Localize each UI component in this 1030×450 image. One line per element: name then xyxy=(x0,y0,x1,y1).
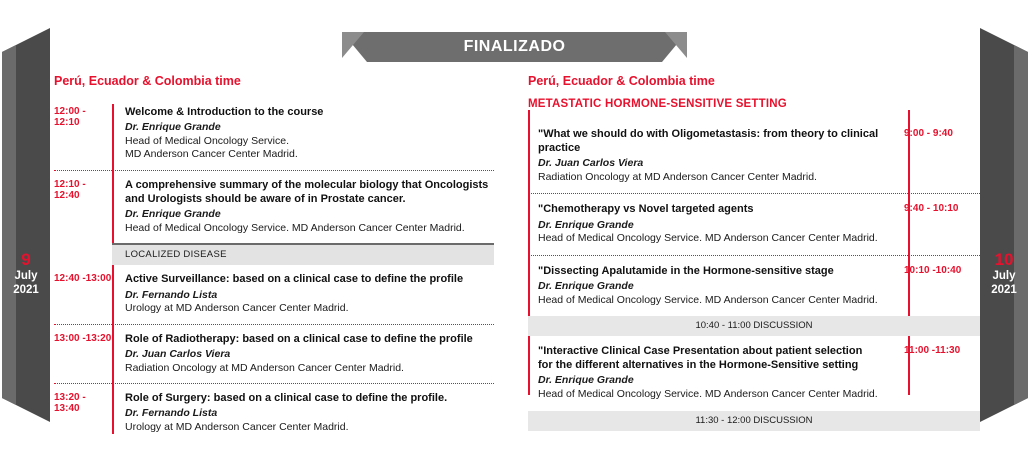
session-item[interactable] xyxy=(54,384,494,442)
session-title: "What we should do with Oligometastasis: from theory to clinical practice xyxy=(538,128,879,155)
date-tab-left-text xyxy=(2,250,50,297)
date-tab-left xyxy=(2,28,50,422)
session-time: 10:10 -10:40 xyxy=(904,264,962,276)
session-time: 12:40 -13:00 xyxy=(54,273,112,285)
session-speaker: Dr. Enrique Grande xyxy=(538,374,634,387)
session-title-2: and Urologists should be aware of in Prostate cancer. xyxy=(125,193,406,206)
session-item[interactable] xyxy=(54,98,494,171)
session-affiliation: Head of Medical Oncology Service. MD Anderson Cancer Center Madrid. xyxy=(538,293,878,306)
agenda-day-9 xyxy=(54,74,494,443)
session-speaker: Dr. Juan Carlos Viera xyxy=(125,347,231,360)
discussion-band-2: 11:30 - 12:00 DISCUSSION xyxy=(528,411,980,431)
session-time: 12:00 - 12:10 xyxy=(54,106,86,128)
session-title: A comprehensive summary of the molecular biology that Oncologists xyxy=(125,179,489,191)
session-item[interactable] xyxy=(54,265,494,324)
session-speaker: Dr. Enrique Grande xyxy=(538,279,634,292)
session-title: Role of Surgery: based on a clinical case to define the profile. xyxy=(125,392,448,405)
session-speaker: Dr. Enrique Grande xyxy=(125,208,221,221)
session-time: 9:00 - 9:40 xyxy=(904,128,953,139)
session-time: 13:00 -13:20 xyxy=(54,332,112,344)
session-item[interactable] xyxy=(528,256,980,316)
session-title: "Chemotherapy vs Novel targeted agents xyxy=(538,203,754,216)
date-tab-right-month: July xyxy=(992,270,1016,283)
session-body xyxy=(528,202,896,245)
agenda-day-10 xyxy=(528,74,980,431)
session-item[interactable] xyxy=(54,171,494,243)
session-affiliation: Urology at MD Anderson Cancer Center Madrid. xyxy=(125,302,349,315)
status-banner-label: FINALIZADO xyxy=(463,38,566,55)
date-tab-left-shape xyxy=(2,28,50,422)
left-timezone-header: Perú, Ecuador & Colombia time xyxy=(54,74,241,88)
session-affiliation: Head of Medical Oncology Service. MD Anderson Cancer Center Madrid. xyxy=(125,221,465,234)
discussion-band-1: 10:40 - 11:00 DISCUSSION xyxy=(528,316,980,336)
session-affiliation: Radiation Oncology at MD Anderson Cancer Center Madrid. xyxy=(125,361,404,374)
session-title: Welcome & Introduction to the course xyxy=(125,106,324,118)
section-band-localized-disease: LOCALIZED DISEASE xyxy=(112,243,494,265)
session-title: Active Surveillance: based on a clinical case to define the profile xyxy=(125,273,464,286)
session-title-2: for the different alternatives in the Hormone-Sensitive setting xyxy=(538,359,859,372)
session-affiliation: Radiation Oncology at MD Anderson Cancer Center Madrid. xyxy=(538,170,817,183)
date-tab-right-year: 2021 xyxy=(991,283,1017,296)
session-affiliation: Head of Medical Oncology Service. MD Anderson Cancer Center Madrid. xyxy=(538,232,878,245)
session-affiliation: Urology at MD Anderson Cancer Center Madrid. xyxy=(125,420,349,433)
session-time: 9:40 - 10:10 xyxy=(904,203,959,215)
session-body xyxy=(528,264,896,307)
date-tab-left-day: 9 xyxy=(21,250,31,269)
right-timezone-header: Perú, Ecuador & Colombia time xyxy=(528,74,715,88)
date-tab-left-year: 2021 xyxy=(13,283,39,296)
session-body xyxy=(112,391,494,434)
session-body xyxy=(112,332,494,375)
session-title: "Interactive Clinical Case Presentation about patient selection xyxy=(538,345,863,358)
date-tab-right-shape xyxy=(980,28,1028,422)
date-tab-right-text xyxy=(980,250,1028,297)
date-tab-right-day: 10 xyxy=(994,250,1014,269)
session-speaker: Dr. Fernando Lista xyxy=(125,288,218,301)
session-affiliation-2: MD Anderson Cancer Center Madrid. xyxy=(125,148,298,161)
session-item[interactable] xyxy=(54,325,494,384)
session-body xyxy=(112,272,494,315)
session-body xyxy=(112,105,494,162)
session-item[interactable] xyxy=(528,119,980,194)
session-item[interactable] xyxy=(528,194,980,255)
session-item[interactable] xyxy=(528,336,980,410)
session-speaker: Dr. Juan Carlos Viera xyxy=(538,157,644,170)
session-time: 13:20 - 13:40 xyxy=(54,392,86,415)
session-body xyxy=(528,127,896,184)
session-body xyxy=(528,344,896,401)
session-speaker: Dr. Fernando Lista xyxy=(125,407,218,420)
session-title: "Dissecting Apalutamide in the Hormone-sensitive stage xyxy=(538,264,834,277)
date-tab-left-month: July xyxy=(14,270,38,283)
right-section-subheader: METASTATIC HORMONE-SENSITIVE SETTING xyxy=(528,98,787,110)
session-time: 12:10 - 12:40 xyxy=(54,179,86,201)
session-title: Role of Radiotherapy: based on a clinical case to define the profile xyxy=(125,332,473,345)
session-body xyxy=(112,178,494,235)
session-speaker: Dr. Enrique Grande xyxy=(125,121,221,134)
session-time: 11:00 -11:30 xyxy=(904,345,961,357)
session-affiliation: Head of Medical Oncology Service. MD Anderson Cancer Center Madrid. xyxy=(538,387,878,400)
session-affiliation: Head of Medical Oncology Service. xyxy=(125,134,289,147)
status-banner xyxy=(342,32,687,68)
date-tab-right xyxy=(980,28,1028,422)
session-speaker: Dr. Enrique Grande xyxy=(538,218,634,231)
